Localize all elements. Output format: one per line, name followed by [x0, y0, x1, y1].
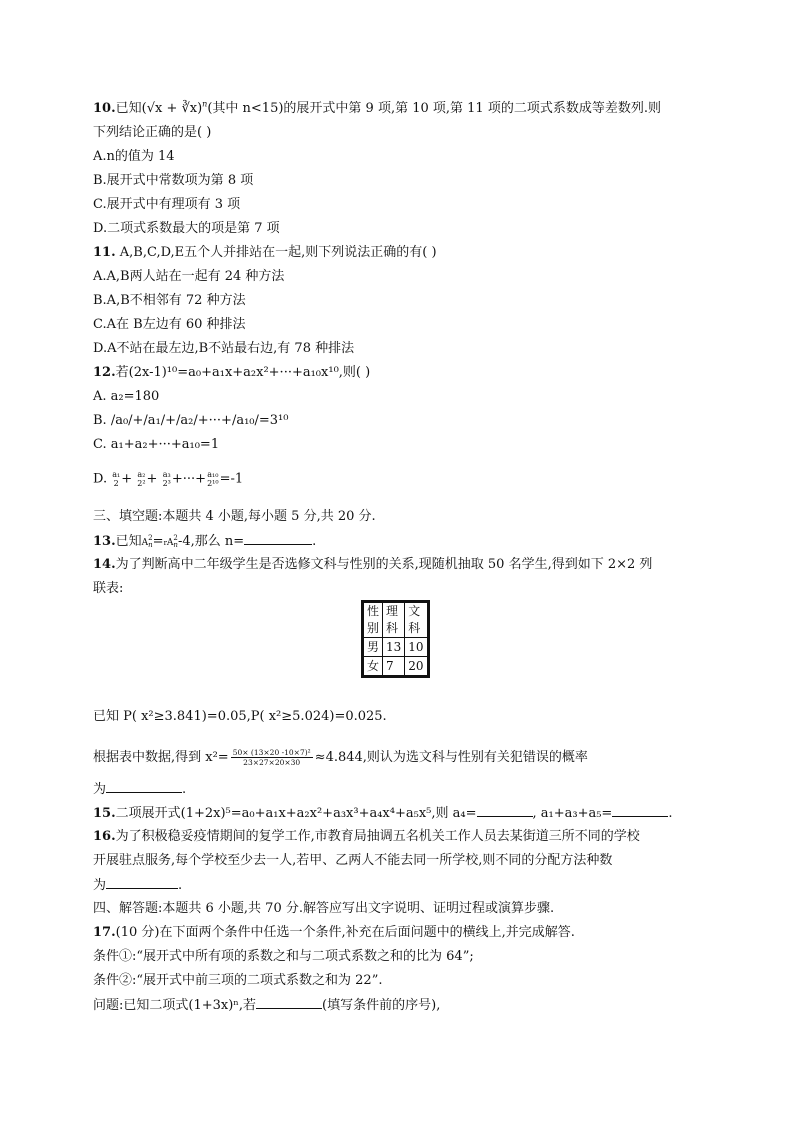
table-cell: 10 — [405, 638, 429, 657]
q12-line — [93, 364, 370, 382]
table-row — [363, 657, 429, 677]
q16-number: 16. — [93, 829, 116, 844]
q10-expr: (√x + ∛x) — [141, 101, 203, 116]
q13-text2: = — [152, 534, 164, 549]
q15-mid: , a₁+a₃+a₅= — [532, 806, 613, 821]
q14-calc — [93, 748, 588, 767]
table-cell: 13 — [383, 638, 405, 657]
q10-option-c: C.展开式中有理项有 3 项 — [93, 197, 241, 212]
q11-option-d: D.A不站在最左边,B不站最右边,有 78 种排法 — [93, 341, 355, 356]
q12-text: 若(2x-1)¹⁰=a₀+a₁x+a₂x²+···+a₁₀x¹⁰,则( ) — [115, 365, 371, 380]
q14-calc-prefix: 根据表中数据,得到 x²= — [93, 750, 229, 765]
q14-answer-blank[interactable] — [106, 780, 182, 793]
q16-answer-blank[interactable] — [106, 876, 178, 889]
q17-problem-suffix: (填写条件前的序号), — [322, 998, 441, 1013]
q15-line: 15.二项展开式(1+2x)⁵=a₀+a₁x+a₂x²+a₃x³+a₄x⁴+a₅x⁵,则 a₄= , a₁+a₃+a₅= . — [93, 806, 673, 821]
q14-answer-prefix: 为 — [93, 782, 107, 797]
q17-problem — [93, 996, 440, 1015]
q10-exp: n — [202, 99, 208, 109]
q15-blank-2[interactable] — [612, 804, 668, 817]
table-cell: 性别 — [363, 602, 383, 638]
table-cell: 理科 — [383, 602, 405, 638]
q17-number: 17. — [93, 925, 116, 940]
q13-line: 13.已知A2 n=rA2 n-4,那么 n= . — [93, 533, 317, 549]
q14-line1 — [93, 556, 652, 574]
q12-option-d-suffix: =-1 — [219, 471, 244, 487]
q10-option-d: D.二项式系数最大的项是第 7 项 — [93, 221, 280, 236]
q14-answer-line: 为 . — [93, 782, 187, 797]
q10-option-b: B.展开式中常数项为第 8 项 — [93, 173, 254, 188]
q14-calc-numerator: 50× (13×20 -10×7)² — [232, 748, 311, 757]
table-cell: 女 — [363, 657, 383, 677]
q15-blank-1[interactable] — [477, 804, 533, 817]
q11-number: 11. — [93, 245, 116, 260]
section4-heading: 四、解答题:本题共 6 小题,共 70 分.解答应写出文字说明、证明过程或演算步骤. — [93, 901, 555, 916]
q16-line2: 开展驻点服务,每个学校至少去一人,若甲、乙两人不能去同一所学校,则不同的分配方法种数 — [93, 853, 613, 868]
q15-text: 二项展开式(1+2x)⁵=a₀+a₁x+a₂x²+a₃x³+a₄x⁴+a₅x⁵,则 a₄= — [115, 806, 477, 821]
q11-option-b: B.A,B不相邻有 72 种方法 — [93, 293, 246, 308]
q11-text: A,B,C,D,E五个人并排站在一起,则下列说法正确的有( ) — [115, 245, 437, 260]
q12-number: 12. — [93, 365, 116, 380]
q16-text1: 为了积极稳妥疫情期间的复学工作,市教育局抽调五名机关工作人员去某街道三所不同的学校 — [115, 829, 640, 844]
q12-option-b: B. /a₀/+/a₁/+/a₂/+···+/a₁₀/=3¹⁰ — [93, 413, 289, 428]
q13-answer-blank[interactable] — [244, 532, 312, 545]
q10-option-a: A.n的值为 14 — [93, 149, 175, 164]
q13-text3: -4,那么 n= — [177, 534, 245, 549]
q10-line2: 下列结论正确的是( ) — [93, 125, 212, 140]
table-cell: 文科 — [405, 602, 429, 638]
q17-text: (10 分)在下面两个条件中任选一个条件,补充在后面问题中的横线上,并完成解答. — [115, 925, 575, 940]
q10-line1 — [93, 100, 661, 118]
q10-number: 10. — [93, 101, 116, 116]
q16-line1 — [93, 828, 640, 846]
q11-line — [93, 244, 437, 262]
q14-known: 已知 P( x²≥3.841)=0.05,P( x²≥5.024)=0.025. — [93, 709, 387, 724]
contingency-table — [361, 600, 430, 678]
q14-calc-suffix: ≈4.844,则认为选文科与性别有关犯错误的概率 — [314, 750, 588, 765]
q14-number: 14. — [93, 557, 116, 572]
q14-text1: 为了判断高中二年级学生是否选修文科与性别的关系,现随机抽取 50 名学生,得到如下 2×2 列 — [115, 557, 653, 572]
table-cell: 7 — [383, 657, 405, 677]
table-cell: 20 — [405, 657, 429, 677]
q16-text3: 为 — [93, 878, 107, 893]
q13-number: 13. — [93, 534, 116, 549]
q17-problem-prefix: 问题:已知二项式(1+3x)ⁿ,若 — [93, 998, 257, 1013]
q11-option-a: A.A,B两人站在一起有 24 种方法 — [93, 269, 285, 284]
q12-option-d: D. a₁ 2 + a₂ 2² + a₃ 2³ +···+ a₁₀ 2¹⁰ =-1 — [93, 470, 244, 488]
q17-line1 — [93, 924, 575, 942]
q14-calc-denominator: 23×27×20×30 — [243, 758, 301, 767]
q12-option-a: A. a₂=180 — [93, 389, 160, 404]
q16-line3: 为 . — [93, 878, 183, 893]
q10-text1: 已知 — [115, 101, 142, 116]
table-row — [363, 638, 429, 657]
q10-text2: (其中 n<15)的展开式中第 9 项,第 10 项,第 11 项的二项式系数成等差数列.则 — [207, 101, 661, 116]
q17-condition-2: 条件②:“展开式中前三项的二项式系数之和为 22”. — [93, 973, 383, 988]
q12-option-d-prefix: D. — [93, 471, 108, 487]
table-row — [363, 602, 429, 638]
q14-line2: 联表: — [93, 581, 124, 596]
section3-heading: 三、填空题:本题共 4 小题,每小题 5 分,共 20 分. — [93, 509, 376, 524]
table-cell: 男 — [363, 638, 383, 657]
q12-option-c: C. a₁+a₂+···+a₁₀=1 — [93, 437, 220, 452]
q17-condition-1: 条件①:“展开式中所有项的系数之和与二项式系数之和的比为 64”; — [93, 949, 474, 964]
q15-number: 15. — [93, 806, 116, 821]
q11-option-c: C.A在 B左边有 60 种排法 — [93, 317, 246, 332]
q17-answer-blank[interactable] — [256, 996, 322, 1009]
q13-text1: 已知 — [115, 534, 142, 549]
